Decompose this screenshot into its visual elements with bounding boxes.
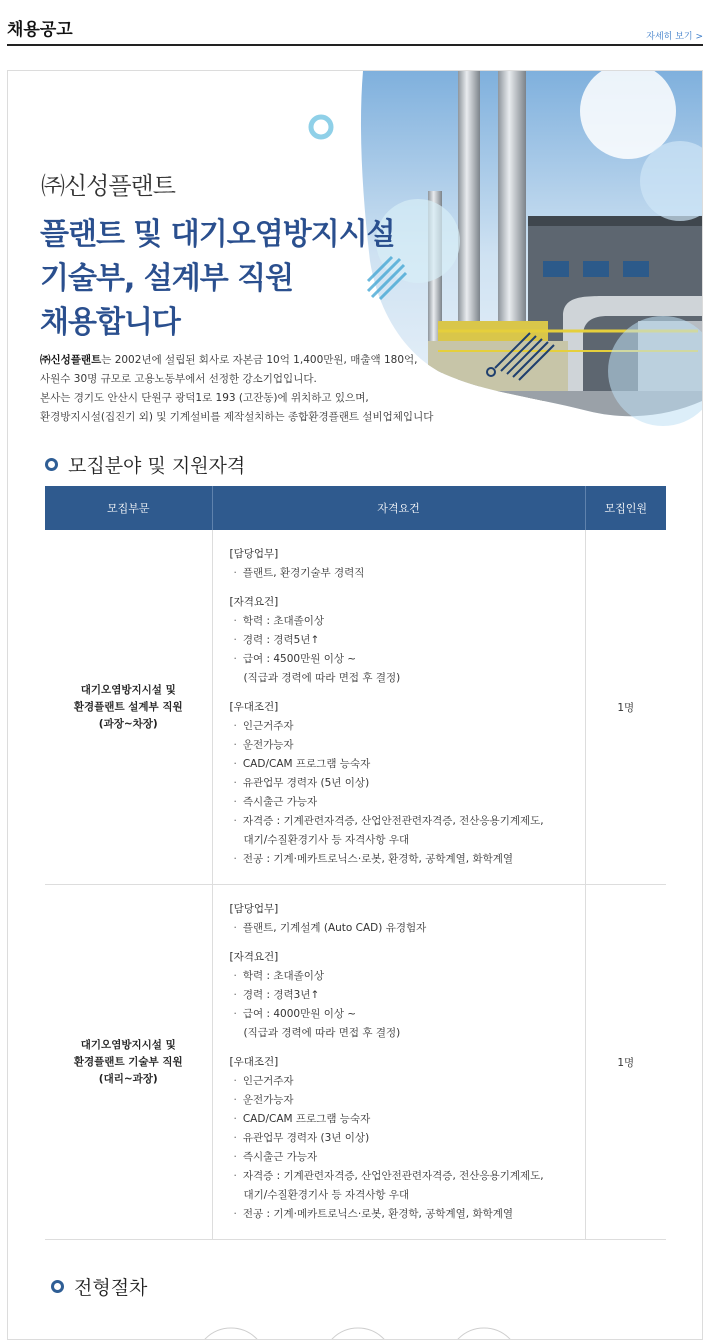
requirement-item: · 학력 : 초대졸이상 <box>230 612 584 631</box>
dept-line: 대기오염방지시설 및 <box>80 1038 176 1051</box>
preference-item: · 운전가능자 <box>230 1091 584 1110</box>
preference-item: · 즉시출근 가능자 <box>230 793 584 812</box>
preference-item: · 인근거주자 <box>230 717 584 736</box>
table-row <box>45 530 666 885</box>
intro-line: 사원수 30명 규모로 고용노동부에서 선정한 강소기업입니다. <box>40 373 317 385</box>
preference-item: · 자격증 : 기계관련자격증, 산업안전관련자격증, 전산응용기계제도, <box>230 1167 584 1186</box>
company-intro <box>40 351 433 427</box>
dept-line: 대기오염방지시설 및 <box>80 683 176 696</box>
count-cell: 1명 <box>585 885 666 1240</box>
column-header: 자격요건 <box>212 486 585 530</box>
table-header-row <box>45 486 666 530</box>
preference-item: · 유관업무 경력자 (5년 이상) <box>230 774 584 793</box>
qualification-cell <box>212 530 585 885</box>
dept-line: 환경플랜트 기술부 직원 <box>73 1055 183 1068</box>
company-name: ㈜신성플랜트 <box>41 172 175 200</box>
ring-bullet-icon <box>45 458 58 471</box>
intro-company: ㈜신성플랜트 <box>40 354 102 366</box>
requirement-label: [자격요건] <box>229 596 279 608</box>
preference-item: · 운전가능자 <box>230 736 584 755</box>
more-link[interactable]: 자세히 보기 > <box>646 32 703 42</box>
requirement-item: · 경력 : 경력3년↑ <box>230 986 584 1005</box>
column-header: 모집인원 <box>585 486 666 530</box>
intro-line: 본사는 경기도 안산시 단원구 광덕1로 193 (고잔동)에 위치하고 있으며, <box>40 392 369 404</box>
preference-item: · CAD/CAM 프로그램 능숙자 <box>230 755 584 774</box>
recruit-table <box>45 486 666 1240</box>
preference-cont: 대기/수질환경기사 등 자격사항 우대 <box>243 1189 410 1201</box>
process-heading <box>51 1273 147 1300</box>
headline-line: 플랜트 및 대기오염방지시설 <box>40 217 395 252</box>
table-row <box>45 885 666 1240</box>
process-step-circle <box>195 1328 267 1340</box>
requirement-item: · 학력 : 초대졸이상 <box>230 967 584 986</box>
preference-item: · 자격증 : 기계관련자격증, 산업안전관련자격증, 전산응용기계제도, <box>230 812 584 831</box>
dept-cell <box>45 530 212 885</box>
dept-line: (과장~차장) <box>98 717 158 730</box>
major-item: · 전공 : 기계·메카트로닉스·로봇, 환경학, 공학계열, 화학계열 <box>230 850 584 869</box>
count-cell: 1명 <box>585 530 666 885</box>
preference-item: · 유관업무 경력자 (3년 이상) <box>230 1129 584 1148</box>
qualification-cell <box>212 885 585 1240</box>
preference-cont: 대기/수질환경기사 등 자격사항 우대 <box>243 834 410 846</box>
duty-item: · 플랜트, 환경기술부 경력직 <box>230 564 584 583</box>
preference-label: [우대조건] <box>229 1056 279 1068</box>
preference-item: · 즉시출근 가능자 <box>230 1148 584 1167</box>
process-step-circles <box>8 1326 702 1340</box>
page-title: 채용공고 <box>7 20 73 40</box>
preference-label: [우대조건] <box>229 701 279 713</box>
preference-item: · 인근거주자 <box>230 1072 584 1091</box>
headline-line: 채용합니다 <box>40 305 180 340</box>
requirement-label: [자격요건] <box>229 951 279 963</box>
headline-line: 기술부, 설계부 직원 <box>40 261 294 296</box>
dept-line: (대리~과장) <box>98 1072 158 1085</box>
dept-line: 환경플랜트 설계부 직원 <box>73 700 183 713</box>
page-header <box>7 0 703 46</box>
headline <box>40 213 395 345</box>
duty-label: [담당업무] <box>229 548 279 560</box>
process-step-circle <box>448 1328 520 1340</box>
recruit-heading-text: 모집분야 및 지원자격 <box>68 455 246 477</box>
requirement-note: (직급과 경력에 따라 면접 후 결정) <box>243 1027 401 1039</box>
duty-label: [담당업무] <box>229 903 279 915</box>
hero-banner <box>8 71 702 441</box>
requirement-item: · 급여 : 4500만원 이상 ~ <box>230 650 584 669</box>
intro-line: 는 2002년에 설립된 회사로 자본금 10억 1,400만원, 매출액 180억, <box>101 354 418 366</box>
duty-item: · 플랜트, 기계설계 (Auto CAD) 유경험자 <box>230 919 584 938</box>
job-posting-card <box>7 70 703 1340</box>
ring-bullet-icon <box>51 1280 64 1293</box>
process-step-circle <box>322 1328 394 1340</box>
requirement-note: (직급과 경력에 따라 면접 후 결정) <box>243 672 401 684</box>
requirement-item: · 급여 : 4000만원 이상 ~ <box>230 1005 584 1024</box>
column-header: 모집부문 <box>45 486 212 530</box>
process-heading-text: 전형절차 <box>74 1277 148 1299</box>
major-item: · 전공 : 기계·메카트로닉스·로봇, 환경학, 공학계열, 화학계열 <box>230 1205 584 1224</box>
dept-cell <box>45 885 212 1240</box>
requirement-item: · 경력 : 경력5년↑ <box>230 631 584 650</box>
preference-item: · CAD/CAM 프로그램 능숙자 <box>230 1110 584 1129</box>
intro-line: 환경방지시설(집진기 외) 및 기계설비를 제작설치하는 종합환경플랜트 설비업체입니다 <box>40 411 434 423</box>
recruit-heading <box>45 451 245 478</box>
